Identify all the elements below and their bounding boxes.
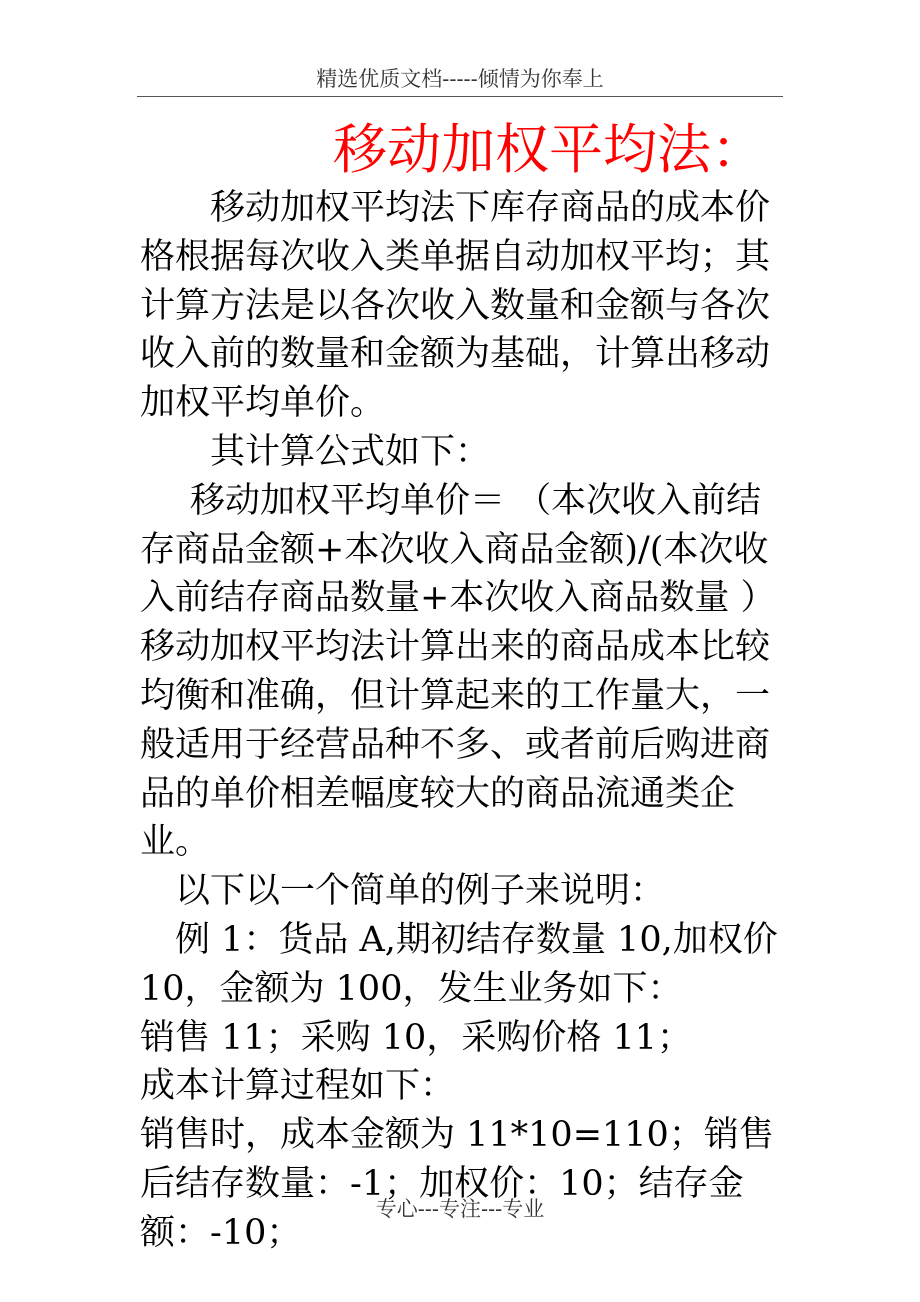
paragraph-transactions: 销售 11；采购 10，采购价格 11； <box>140 1017 692 1058</box>
paragraph-evaluation: 移动加权平均法计算出来的商品成本比较均衡和准确，但计算起来的工作量大，一般适用于经营品种不多、或者前后购进商品的单价相差幅度较大的商品流通类企业。 <box>140 627 771 863</box>
paragraph-formula: 移动加权平均单价＝ （本次收入前结存商品金额+本次收入商品金额)/(本次收入前结存商品数量+本次收入商品数量 ） <box>140 480 776 619</box>
document-body <box>140 184 784 1258</box>
paragraph-sale-calculation: 销售时，成本金额为 11*10=110；销售后结存数量：-1；加权价：10；结存金额：-10； <box>140 1115 774 1253</box>
paragraph-example-intro: 以下以一个简单的例子来说明： <box>175 871 666 912</box>
paragraph-formula-heading: 其计算公式如下： <box>210 431 491 472</box>
paragraph-example-1: 例 1：货品 A,期初结存数量 10,加权价 10，金额为 100，发生业务如下： <box>140 919 778 1009</box>
page-footer: 专心---专注---专业 <box>375 1197 545 1221</box>
paragraph-process-heading: 成本计算过程如下： <box>140 1066 456 1107</box>
header-divider <box>137 96 783 97</box>
page-header: 精选优质文档-----倾情为你奉上 <box>316 67 604 91</box>
document-title: 移动加权平均法： <box>333 118 765 181</box>
paragraph-intro: 移动加权平均法下库存商品的成本价格根据每次收入类单据自动加权平均；其计算方法是以各次收入数量和金额与各次收入前的数量和金额为基础，计算出移动加权平均单价。 <box>140 188 771 424</box>
